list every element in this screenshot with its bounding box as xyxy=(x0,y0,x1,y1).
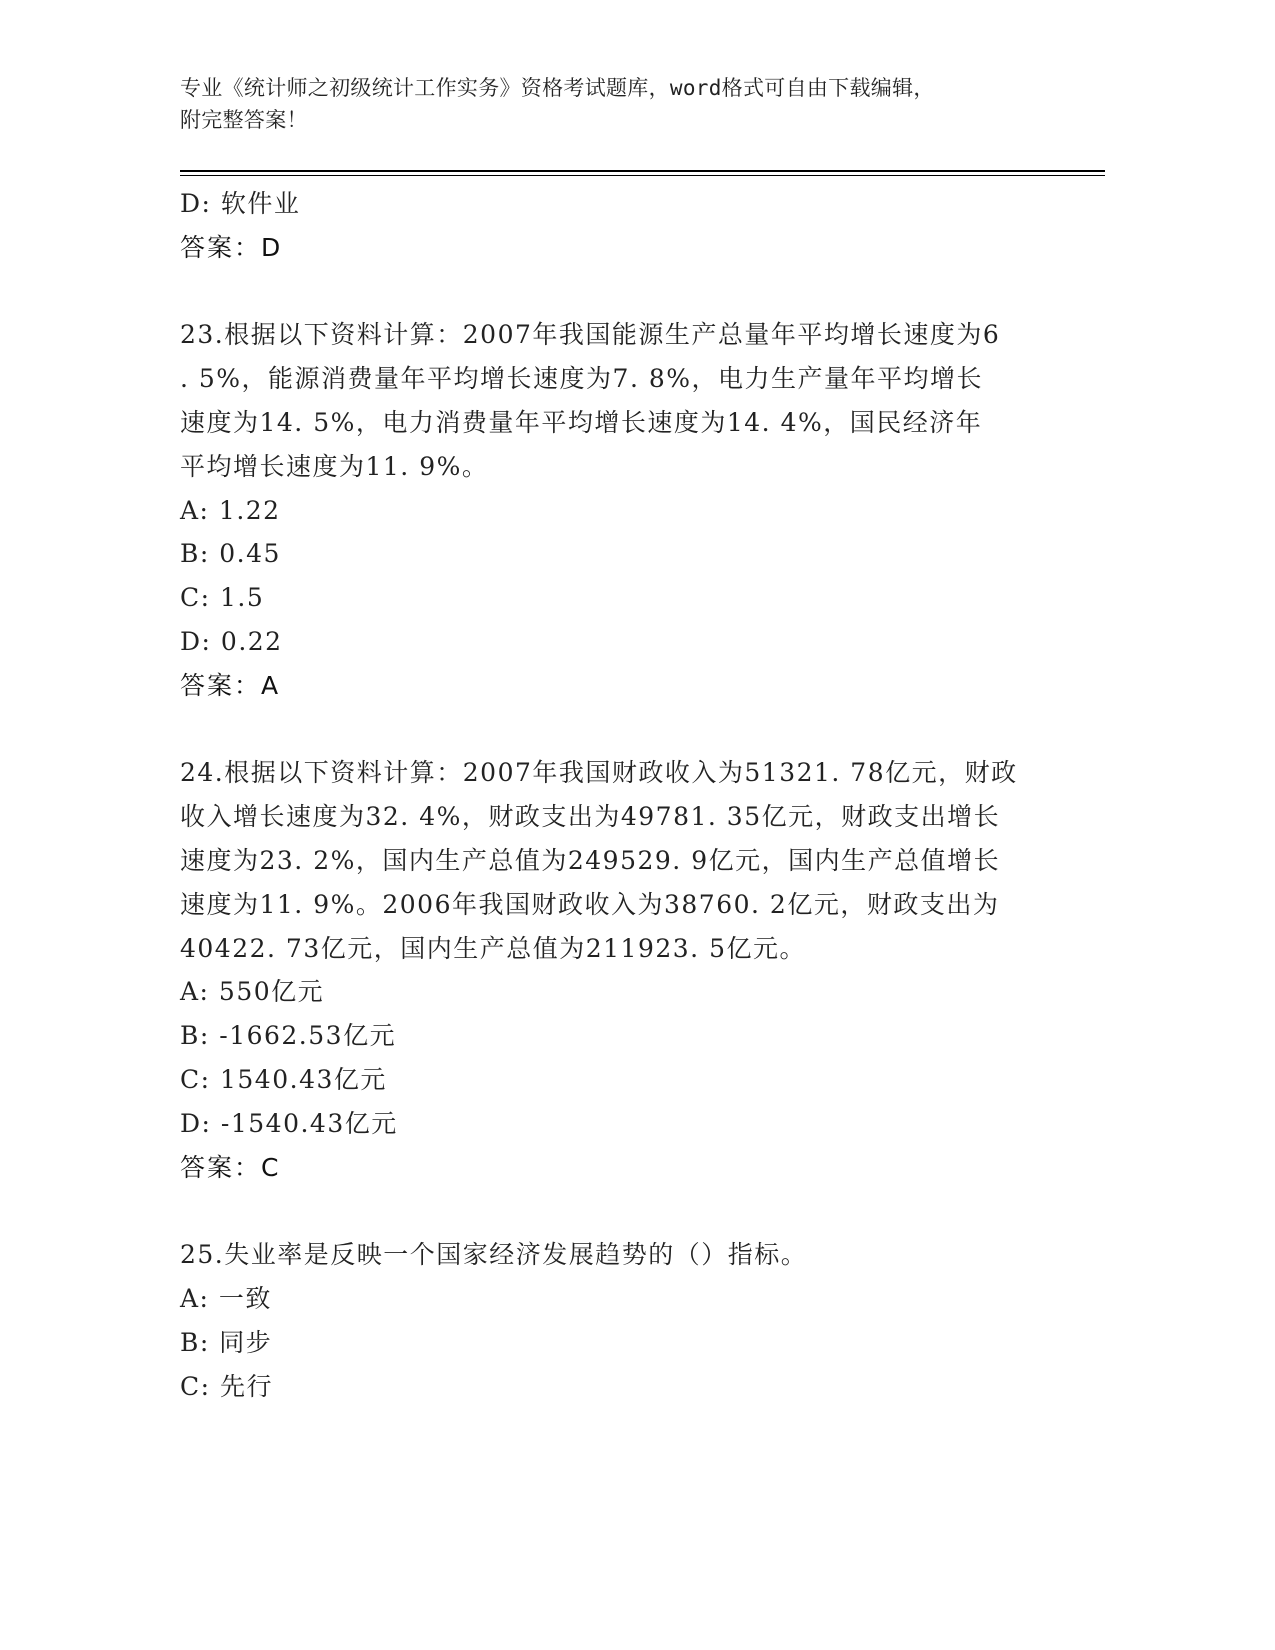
document-header xyxy=(180,72,1070,136)
question-text-line: 23.根据以下资料计算：2007年我国能源生产总量年平均增长速度为6 xyxy=(180,320,1001,350)
option-a: A: 1.22 xyxy=(180,495,281,525)
spacer xyxy=(180,708,1050,752)
option-d: D: -1540.43亿元 xyxy=(180,1108,398,1138)
question-text-line: 40422. 73亿元，国内生产总值为211923. 5亿元。 xyxy=(180,933,806,963)
question-text-line: . 5%，能源消费量年平均增长速度为7. 8%，电力生产量年平均增长 xyxy=(180,364,984,394)
question-text-line: 24.根据以下资料计算：2007年我国财政收入为51321. 78亿元，财政 xyxy=(180,758,1018,788)
question-text-line: 平均增长速度为11. 9%。 xyxy=(180,451,489,481)
question-text-line: 速度为11. 9%。2006年我国财政收入为38760. 2亿元，财政支出为 xyxy=(180,889,1000,919)
answer-line: 答案：A xyxy=(180,670,281,700)
answer-line: 答案：C xyxy=(180,1152,281,1182)
question-24 xyxy=(180,751,1050,1189)
option-a: A: 550亿元 xyxy=(180,977,325,1007)
header-line-1: 专业《统计师之初级统计工作实务》资格考试题库，word格式可自由下载编辑， xyxy=(180,76,935,100)
header-divider xyxy=(180,170,1105,176)
spacer xyxy=(180,1189,1050,1233)
option-d: D: 软件业 xyxy=(180,189,301,218)
option-b: B: -1662.53亿元 xyxy=(180,1021,397,1051)
option-b: B: 同步 xyxy=(180,1327,273,1357)
question-text-line: 25.失业率是反映一个国家经济发展趋势的（）指标。 xyxy=(180,1240,808,1270)
document-body xyxy=(180,182,1050,1408)
option-c: C: 先行 xyxy=(180,1371,273,1401)
answer-line: 答案：D xyxy=(180,232,283,262)
option-a: A: 一致 xyxy=(180,1283,272,1313)
option-c: C: 1.5 xyxy=(180,583,265,613)
question-25 xyxy=(180,1233,1050,1408)
option-d: D: 0.22 xyxy=(180,626,283,656)
question-text-line: 收入增长速度为32. 4%，财政支出为49781. 35亿元，财政支出增长 xyxy=(180,802,1001,832)
question-23 xyxy=(180,313,1050,707)
question-text-line: 速度为14. 5%，电力消费量年平均增长速度为14. 4%，国民经济年 xyxy=(180,407,983,437)
option-b: B: 0.45 xyxy=(180,539,281,569)
spacer xyxy=(180,270,1050,314)
header-line-2: 附完整答案！ xyxy=(180,108,308,132)
question-text-line: 速度为23. 2%，国内生产总值为249529. 9亿元，国内生产总值增长 xyxy=(180,845,1001,875)
option-c: C: 1540.43亿元 xyxy=(180,1064,387,1094)
